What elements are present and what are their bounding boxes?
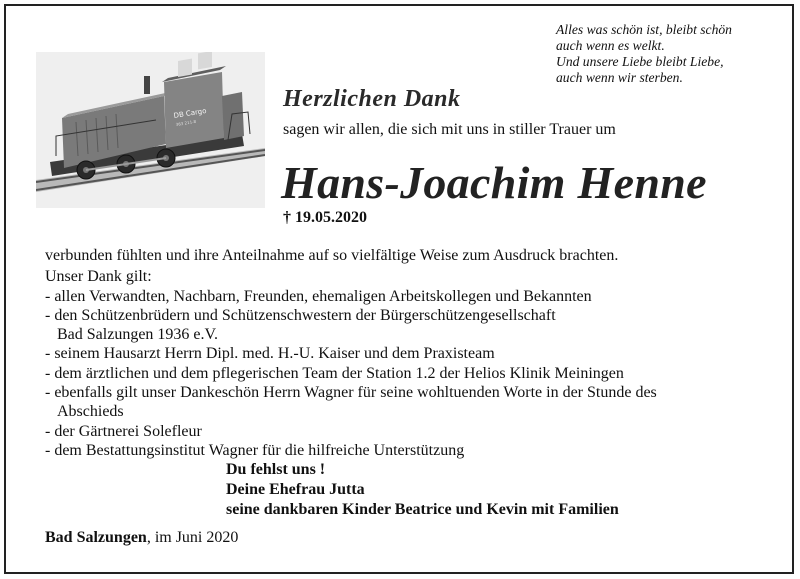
poem-line: Alles was schön ist, bleibt schön — [556, 22, 732, 37]
list-item: - ebenfalls gilt unser Dankeschön Herrn Wagner für seine wohltuenden Worte in der Stunde des — [45, 384, 657, 402]
locomotive-number: 363 211-8 — [175, 118, 197, 127]
poem — [556, 22, 732, 86]
poem-line: Und unsere Liebe bleibt Liebe, — [556, 54, 724, 69]
deceased-name: Hans-Joachim Henne — [281, 157, 707, 208]
signature — [226, 460, 619, 520]
list-item: - dem ärztlichen und dem pflegerischen Team der Station 1.2 der Helios Klinik Meiningen — [45, 364, 624, 382]
list-item: - dem Bestattungsinstitut Wagner für die hilfreiche Unterstützung — [45, 441, 465, 459]
intro-text: sagen wir allen, die sich mit uns in stiller Trauer um — [283, 121, 616, 138]
list-item: - allen Verwandten, Nachbarn, Freunden, ehemaligen Arbeitskollegen und Bekannten — [45, 287, 592, 305]
list-item: - seinem Hausarzt Herrn Dipl. med. H.-U. Kaiser und dem Praxisteam — [45, 345, 495, 363]
locomotive-label: DB Cargo — [173, 106, 207, 120]
heading-thanks: Herzlichen Dank — [283, 86, 461, 112]
thanks-body — [45, 246, 657, 460]
signature-line: Du fehlst uns ! — [226, 461, 326, 478]
poem-line: auch wenn wir sterben. — [556, 70, 683, 85]
signature-line: Deine Ehefrau Jutta — [226, 481, 365, 498]
list-item: - den Schützenbrüdern und Schützenschwestern der Bürgerschützengesellschaft — [45, 306, 556, 324]
thanks-intro: Unser Dank gilt: — [45, 268, 152, 286]
locomotive-photo — [36, 52, 265, 208]
place-date — [45, 529, 238, 547]
signature-line: seine dankbaren Kinder Beatrice und Kevin mit Familien — [226, 501, 619, 518]
place-city: Bad Salzungen — [45, 529, 147, 546]
list-item-continuation: Abschieds — [57, 403, 124, 421]
list-item: - der Gärtnerei Solefleur — [45, 422, 202, 440]
place-date-text: , im Juni 2020 — [146, 529, 239, 546]
locomotive-illustration — [36, 52, 265, 208]
death-date: † 19.05.2020 — [283, 209, 367, 226]
body-line: verbunden fühlten und ihre Anteilnahme auf so vielfältige Weise zum Ausdruck brachten. — [45, 247, 619, 264]
list-item-continuation: Bad Salzungen 1936 e.V. — [57, 326, 219, 344]
poem-line: auch wenn es welkt. — [556, 38, 665, 53]
